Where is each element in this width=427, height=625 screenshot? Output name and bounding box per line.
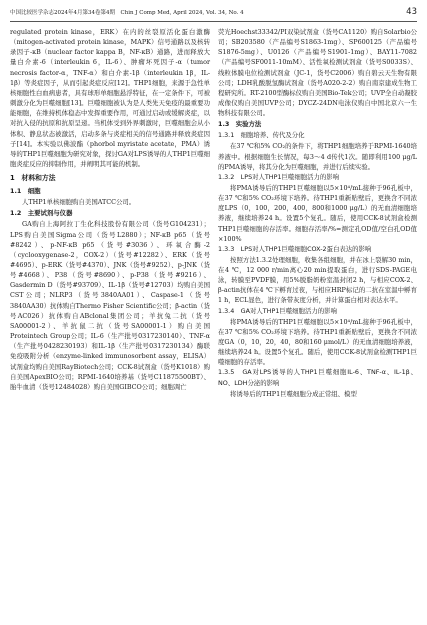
journal-citation: 中国比较医学杂志2024年4月第34卷第4期 Chin J Comp Med, April 2024, Vol. 34, No. 4	[10, 10, 244, 16]
cell-culture-paragraph: 在37 ℃和5% CO₂的条件下，将THP1细胞培养于RPMI-1640培养液中。根据细胞生长情况，每3～4 d传代1次。随即利用100 μg/L的PMA诱导，将其分化为巨噬细胞，并进行后续实验。	[218, 142, 417, 171]
method-heading-lps-viability: 1.3.2 LPS对人THP1巨噬细胞活力的影响	[218, 172, 340, 181]
right-column	[218, 27, 417, 400]
cytokines-paragraph: 将诱导后的THP1巨噬细胞分成正常组、模型	[230, 390, 357, 399]
section-heading-materials-methods: 1 材料和方法	[10, 174, 56, 183]
ga-viability-paragraph: 将PMA诱导后的THP1巨噬细胞以5×10⁴/mL接种于96孔板中，在37 ℃和5% CO₂环境下培养。待THP1重新贴壁后，更换含不同浓度GA（0，10，20，40，80和160 μmol/L）的无血清细胞培养液，继续培养24 h。设置5个复孔。随后，使用CCK-8试剂盒检测THP1巨噬细胞的存活率。	[218, 317, 417, 367]
method-heading-cell-culture: 1.3.1 细胞培养、传代及分化	[218, 131, 305, 140]
cells-paragraph: 人THP1单核细胞购自美国ATCC公司。	[22, 198, 136, 207]
intro-paragraph: regulated protein kinase，ERK）在内的丝裂原活化蛋白激酶（mitogen-activated protein kinase，MAPK）信号通路以及核转录因子-κB（nuclear factor kappa B，NF-κB）通路，进而释放大量白介素-6（interleukin 6，IL-6）、肿瘤坏死因子-α（tumor necrosis factor-α，TNF-α）和白介素-1β（interleukin 1β，IL-1β）等炎症因子，从而引起炎症反应[12]。THP1细胞，来源于急性单核细胞性白血病患者，具有球形单细胞悬浮特征，在一定条件下，可被刺激分化为巨噬细胞[13]。巨噬细胞被认为是人类先天免疫的最重要功能细胞，在维持机体稳态中发挥重要作用，可通过启动或缓解炎症，以对抗入侵的抗原和抗原呈递。当机体受到外界刺激时，巨噬细胞会从小体积、静息状态被激活，启动多条与炎症相关的信号通路并释放炎症因子[14]。本实验以佛波酯（phorbol myristate acetate，PMA）诱导的THP1巨噬细胞为研究对象，探讨GA对LPS诱导的人THP1巨噬细胞炎症反应的抑制作用，并阐明其可能的机制。	[10, 28, 210, 169]
subsection-heading-reagents: 1.2 主要试剂与仪器	[10, 209, 73, 218]
subsection-heading-cells: 1.1 细胞	[10, 187, 41, 196]
cox2-paragraph: 按照方法1.3.2处理细胞，收集各组细胞，并在冰上裂解30 min，在4 ℃，12 000 r/min离心20 min提取蛋白，进行SDS-PAGE电泳，转膜至PVDF膜，用5%脱脂奶粉室温封闭2 h，与相应COX-2、β-actin抗体在4 ℃下孵育过夜，与相应HRP标记的二抗在室温中孵育1 h，ECL显色，进行条带灰度分析，并计算蛋白相对表达水平。	[218, 255, 417, 305]
reagents-continued-paragraph: 荧光Hoechst33342/PI双染试剂盒（货号CA1120）购自Solarbio公司；SB203580（产品编号S1863-1mg）、SP600125（产品编号S1876-5mg）、U0126（产品编号S1901-1mg）、BAY11-7082（产品编号SF0011-10mM）、活性氧检测试剂盒（货号S0033S）、线粒体膜电位检测试剂盒（JC-1，货号C2006）购自碧云天生物有限公司；LDH乳酸脱氢酶试剂盒（货号A020-2-2）购自南京建成生物工程研究所。RT-2100型酶标仪购自美国Bio-Tek公司；UVP全自动凝胶成像仪购自美国UVP公司；DYCZ-24DN电泳仪购自中国北京六一生物科技有限公司。	[218, 28, 418, 118]
lps-viability-paragraph: 将PMA诱导后的THP1巨噬细胞以5×10⁴/mL接种于96孔板中，在37 ℃和5% CO₂环境下培养。待THP1重新贴壁后，更换含不同浓度LPS（0，100，200，400，800和1000 μg/L）的无血清细胞培养液，继续培养24 h。设置5个复孔。随后，使用CCK-8试剂盒检测THP1巨噬细胞的存活率。细胞存活率/%=测定孔OD值/空白孔OD值×100%	[218, 183, 417, 243]
reagents-paragraph: GA购自上海阿拉丁生化科技股份有限公司（货号G104231）；LPS购自美国Sigma公司（货号L2880）；NF-κB p65（货号#8242）、p-NF-κB p65（货号#3036）、环氧合酶-2（cyclooxygenase-2，COX-2）（货号#12282）、ERK（货号#4695）、p-ERK（货号#4370）、JNK（货号#9252）、p-JNK（货号#4668）、P38（货号#8690）、p-P38（货号#9216）、Gasdermin D（货号#93709）、IL-1β（货号#12703）均购自美国CST公司；NLRP3（货号3840AA01）、Caspase-1（货号3840AA30）抗体购自Thermo Fisher Scientific公司；β-actin（货号AC026）抗体购自ABclonal集团公司；羊抗兔二抗（货号SA00001-2）、羊抗鼠二抗（货号SA00001-1）购自美国Proteintech Group公司；IL-6（生产批号0317230140）、TNF-α（生产批号0428230193）和IL-1β（生产批号0317230134）酶联免疫吸附分析（enzyme-linked immunosorbent assay，ELISA）试剂盒均购自美国RayBiotech公司；CCK-8试剂盒（货号K1018）购自美国ApexBIO公司；RPMI-1640培养基（货号C11875500BT）、胎牛血清（货号12484028）购自美国GIBCO公司；细胞凋亡	[10, 220, 210, 391]
running-header	[10, 8, 417, 22]
method-heading-cytokines: 1.3.5 GA对LPS诱导的人THP1巨噬细胞IL-6、TNF-α、IL-1β、NO、LDH分泌的影响	[218, 368, 417, 388]
left-column	[10, 27, 210, 392]
method-heading-cox2: 1.3.3 LPS对人THP1巨噬细胞COX-2蛋白表达的影响	[218, 244, 372, 253]
subsection-heading-methods: 1.3 实验方法	[218, 120, 262, 129]
page-number: 43	[406, 7, 417, 17]
method-heading-ga-viability: 1.3.4 GA对人THP1巨噬细胞活力的影响	[218, 306, 337, 315]
